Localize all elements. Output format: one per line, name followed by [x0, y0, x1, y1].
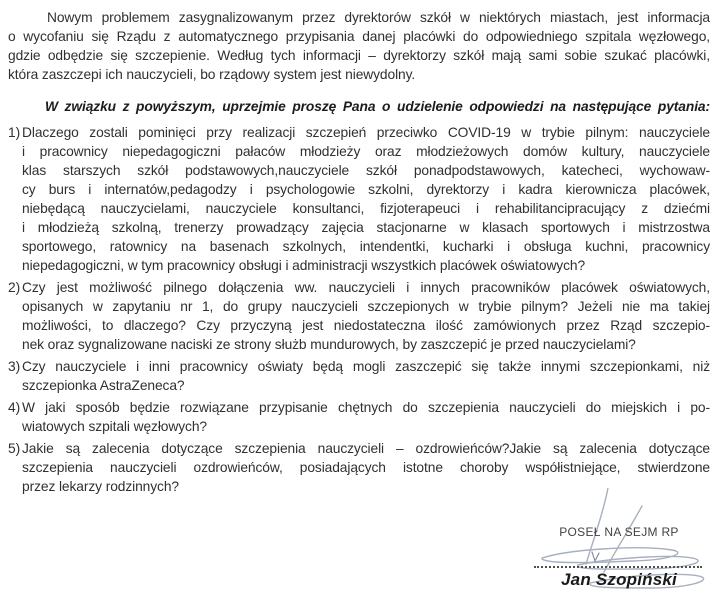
paragraph-line: która zaszczepi ich nauczycieli, bo rządowy system jest niewydolny. [8, 67, 416, 82]
question-line: W jaki sposób będzie rozwiązane przypisanie chętnych do szczepienia nauczycieli do miejskich i po- [22, 400, 710, 415]
question-item [8, 123, 710, 275]
question-line: Dlaczego zostali pominięci przy realizacji szczepień przeciwko COVID-19 w trybie pilnym: nauczyciele [22, 125, 710, 140]
signature-block [520, 488, 718, 596]
question-line: możliwości, to dlaczego? Czy przyczyną jest niedostateczna ilość zamówionych przez Rząd szczepio- [22, 318, 710, 333]
lead-in-sentence: W związku z powyższym, uprzejmie proszę Pana o udzielenie odpowiedzi na następujące pytania: [45, 99, 710, 114]
question-number: 1) [8, 125, 21, 140]
question-list [8, 123, 710, 496]
question-item [8, 398, 710, 436]
question-line: szczepionka AstraZeneca? [22, 378, 185, 393]
question-item [8, 278, 710, 354]
question-line: opisanych w zapytaniu nr 1, do grupy nauczycieli szczepionych w trybie pilnym? Jeżeli nie ma takiej [22, 299, 710, 314]
question-line: nek oraz sygnalizowane naciski ze strony służb mundurowych, by zaszczepić je przed nauczycielami? [22, 337, 636, 352]
question-number: 2) [8, 280, 21, 295]
paragraph-line: Nowym problemem zasygnalizowanym przez dyrektorów szkół w niektórych miastach, jest informacja [47, 10, 710, 25]
question-line: Jakie są zalecenia dotyczące szczepienia nauczycieli – ozdrowieńców?Jakie są zalecenia dotyczące [22, 441, 710, 456]
question-line: szczepienia nauczycieli ozdrowieńców, posiadających istotne choroby współistniejące, stwierdzone [22, 460, 710, 475]
question-line: niepedagogiczni, w tym pracownicy obsługi i administracji wszystkich placówek oświatowych? [22, 258, 586, 273]
question-line: niebędącą nauczycielami, nauczyciele konsultanci, fizjoterapeuci i rehabilitancipracujący z dziećmi [22, 201, 710, 216]
question-line: przez lekarzy rodzinnych? [22, 479, 179, 494]
question-item [8, 357, 710, 395]
question-line: cy burs i internatów,pedagodzy i psychologowie szkolni, dyrektorzy i kadra kierownicza placówek, [22, 182, 710, 197]
intro-paragraph [8, 8, 710, 84]
question-number: 4) [8, 400, 21, 415]
question-number: 5) [8, 441, 21, 456]
question-line: wiatowych szpitali węzłowych? [22, 419, 207, 434]
question-line: i pracownicy niepedagogiczni pałaców młodzieży oraz młodzieżowych domów kultury, nauczyciele [22, 144, 710, 159]
signature-dotted-line [534, 554, 702, 568]
question-line: Czy nauczyciele i inni pracownicy oświaty będą mogli zaszczepić się także innymi szczepionkami, niż [22, 359, 710, 374]
question-line: i młodzieżą szkolną, trenerzy prowadzący zajęcia stacjonarne w klasach sportowych i mistrzostwa [22, 220, 710, 235]
paragraph-line: gdzie odbędzie się szczepienie. Według tych informacji – dyrektorzy szkół mają sami sobie szukać placówki, [8, 48, 710, 63]
question-line: sportowego, ratownicy na basenach szkolnych, intendentki, kucharki i obsługa kuchni, pracownicy [22, 239, 710, 254]
question-line: Czy jest możliwość pilnego dołączenia ww. nauczycieli i innych pracowników placówek oświatowych, [22, 280, 710, 295]
question-line: klas starszych szkół podstawowych,nauczyciele szkół ponadpodstawowych, katecheci, wychowaw- [22, 163, 710, 178]
signature-name: Jan Szopiński [561, 570, 677, 589]
signature-role: POSEŁ NA SEJM RP [559, 525, 679, 539]
paragraph-line: o wycofaniu się Rządu z automatycznego przypisania danej placówki do odpowiedniego szpitala węzłowego, [8, 29, 710, 44]
question-number: 3) [8, 359, 21, 374]
